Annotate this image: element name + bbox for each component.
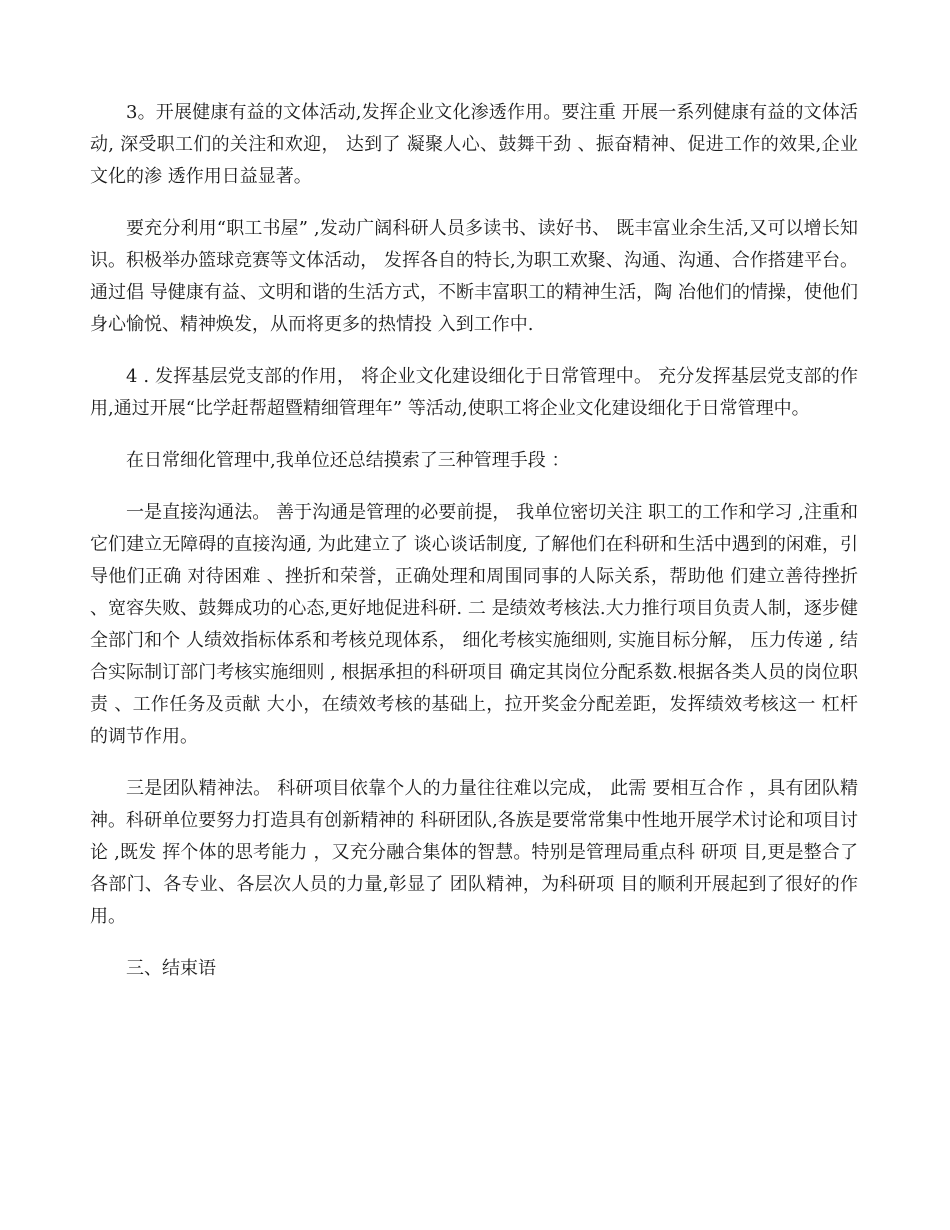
paragraph-workers-bookhouse: 要充分利用“职工书屋” ,发动广阔科研人员多读书、读好书、 既丰富业余生活,又可以增长知识。积极举办篮球竞赛等文体活动， 发挥各自的特长,为职工欢聚、沟通、沟通、合作搭建平台。通过倡 导健康有益、文明和谐的生活方式，不断丰富职工的精神生活，陶 冶他们的情操，使他们身心愉悦、精神焕发，从而将更多的热情投 入到工作中. <box>90 218 858 335</box>
paragraph-management-methods-intro: 在日常细化管理中,我单位还总结摸索了三种管理手段 ： <box>126 450 570 471</box>
paragraph-team-spirit: 三是团队精神法。 科研项目依靠个人的力量往往难以完成， 此需 要相互合作 ，具有团队精神。科研单位要努力打造具有创新精神的 科研团队,各族是要常常集中性地开展学术讨论和项目讨论 ,既发 挥个体的思考能力 ，又充分融合集体的智慧。特别是管理局重点科 研项 目,更是整合了各部门、各专业、各层次人员的力量,彰显了 团队精神，为科研项 目的顺利开展起到了很好的作用。 <box>90 778 858 927</box>
paragraph-culture-activities: 3。开展健康有益的文体活动,发挥企业文化渗透作用。要注重 开展一系列健康有益的文体活动, 深受职工们的关注和欢迎， 达到了 凝聚人心、鼓舞干劲 、振奋精神、促进工作的效果,企业文化的渗 透作用日益显著。 <box>90 102 858 187</box>
paragraph-party-branch: 4 . 发挥基层党支部的作用， 将企业文化建设细化于日常管理中。 充分发挥基层党支部的作用,通过开展“比学赶帮超暨精细管理年” 等活动,使职工将企业文化建设细化于日常管理中。 <box>90 366 858 419</box>
paragraph-direct-communication: 一是直接沟通法。 善于沟通是管理的必要前提， 我单位密切关注 职工的工作和学习 ,注重和它们建立无障碍的直接沟通, 为此建立了 谈心谈话制度, 了解他们在科研和生活中遇到的闲难，引导他们正确 对待困难 、挫折和荣誉，正确处理和周围同事的人际关系，帮助他 们建立善待挫折 、宽容失败、鼓舞成功的心态,更好地促进科研. 二 是绩效考核法.大力推行项目负责人制，逐步健全部门和个 人绩效指标体系和考核兑现体系， 细化考核实施细则, 实施目标分解， 压力传递 , 结合实际制订部门考核实施细则 , 根据承担的科研项目 确定其岗位分配系数.根据各类人员的岗位职责 、工作任务及贡献 大小，在绩效考核的基础上，拉开奖金分配差距，发挥绩效考核这一 杠杆的调节作用。 <box>90 502 858 747</box>
section-heading-conclusion: 三、结束语 <box>126 958 216 979</box>
